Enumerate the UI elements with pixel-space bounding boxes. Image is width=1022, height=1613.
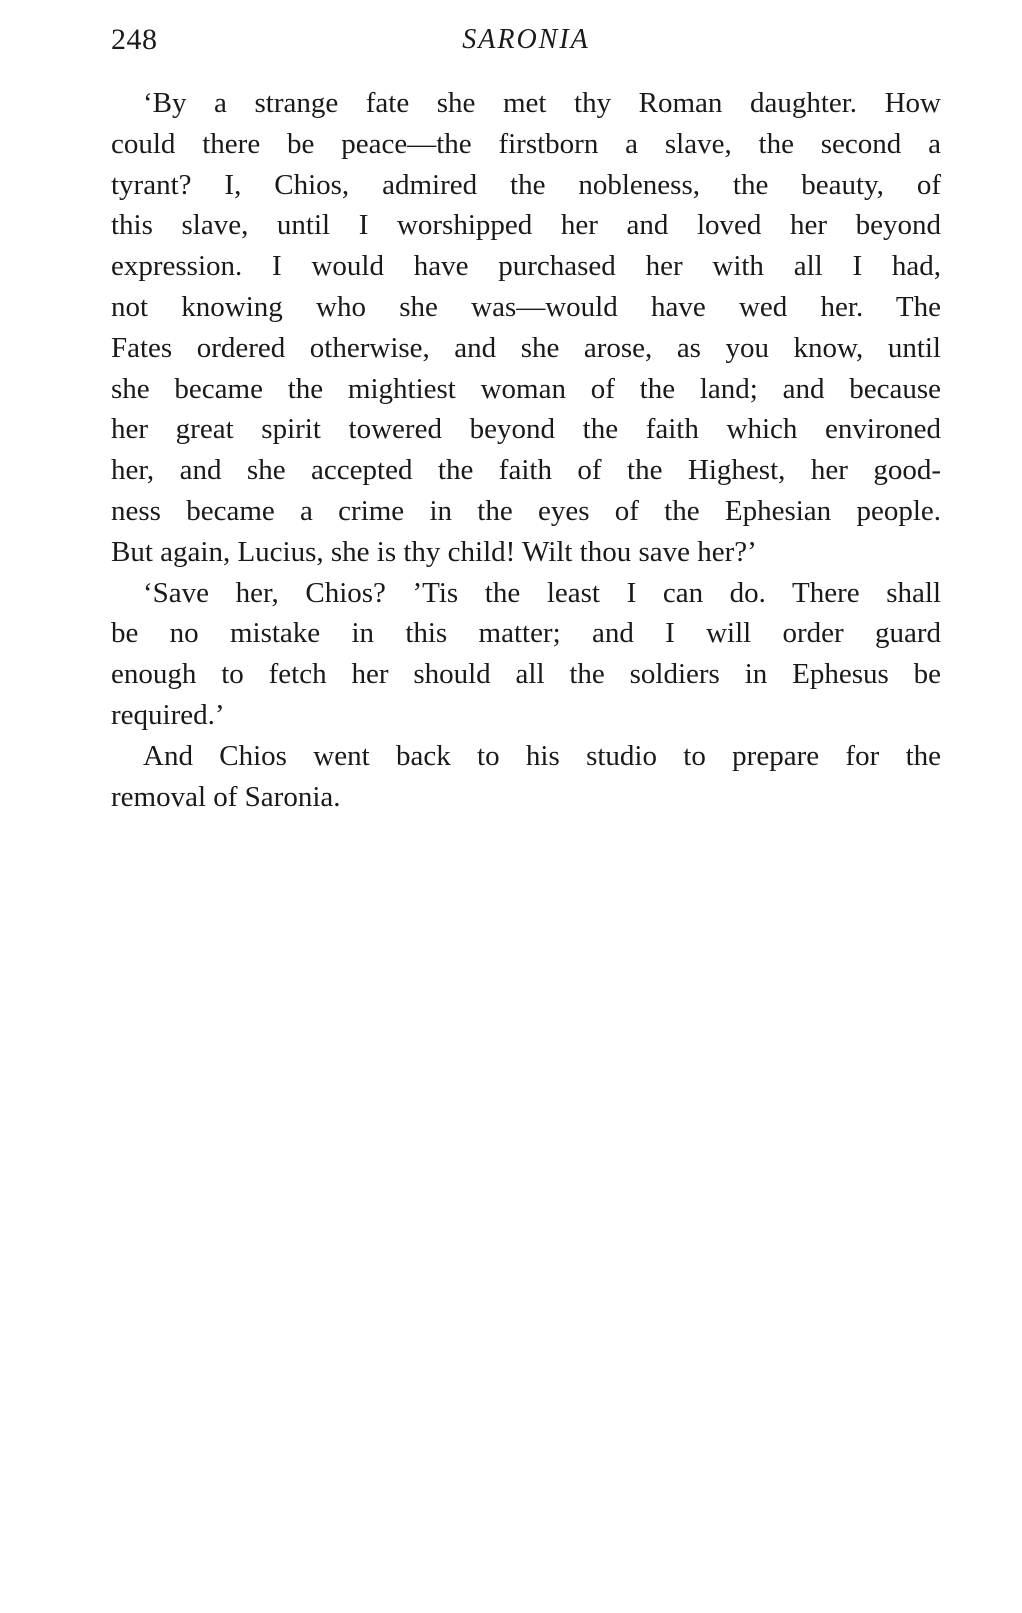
text-line: But again, Lucius, she is thy child! Wilt thou save her?’	[111, 535, 757, 568]
text-line: her great spirit towered beyond the faith which environed	[111, 413, 941, 446]
text-line: And Chios went back to his studio to prepare for the	[143, 739, 941, 772]
paragraph-chios-departs	[111, 736, 941, 818]
text-line: required.’	[111, 698, 225, 731]
text-line: she became the mightiest woman of the land; and because	[111, 372, 941, 405]
paragraph-chios-speech	[111, 83, 941, 573]
text-line: ‘Save her, Chios? ’Tis the least I can do. There shall	[143, 576, 941, 609]
running-title: SARONIA	[462, 24, 590, 55]
body-text	[111, 83, 941, 817]
text-line: could there be peace—the firstborn a slave, the second a	[111, 127, 941, 160]
text-line: Fates ordered otherwise, and she arose, as you know, until	[111, 331, 941, 364]
text-line: tyrant? I, Chios, admired the nobleness, the beauty, of	[111, 168, 941, 201]
paragraph-lucius-reply	[111, 573, 941, 736]
text-line: this slave, until I worshipped her and loved her beyond	[111, 209, 941, 242]
text-line: enough to fetch her should all the soldiers in Ephesus be	[111, 658, 941, 691]
page-number: 248	[111, 23, 158, 56]
running-head	[111, 22, 941, 62]
text-line: be no mistake in this matter; and I will order guard	[111, 617, 941, 650]
text-line: ness became a crime in the eyes of the Ephesian people.	[111, 494, 941, 527]
text-line: not knowing who she was—would have wed her. The	[111, 290, 941, 323]
text-line: expression. I would have purchased her with all I had,	[111, 250, 941, 283]
text-line: her, and she accepted the faith of the Highest, her good-	[111, 454, 941, 487]
text-line: removal of Saronia.	[111, 780, 341, 813]
text-line: ‘By a strange fate she met thy Roman daughter. How	[143, 87, 941, 119]
